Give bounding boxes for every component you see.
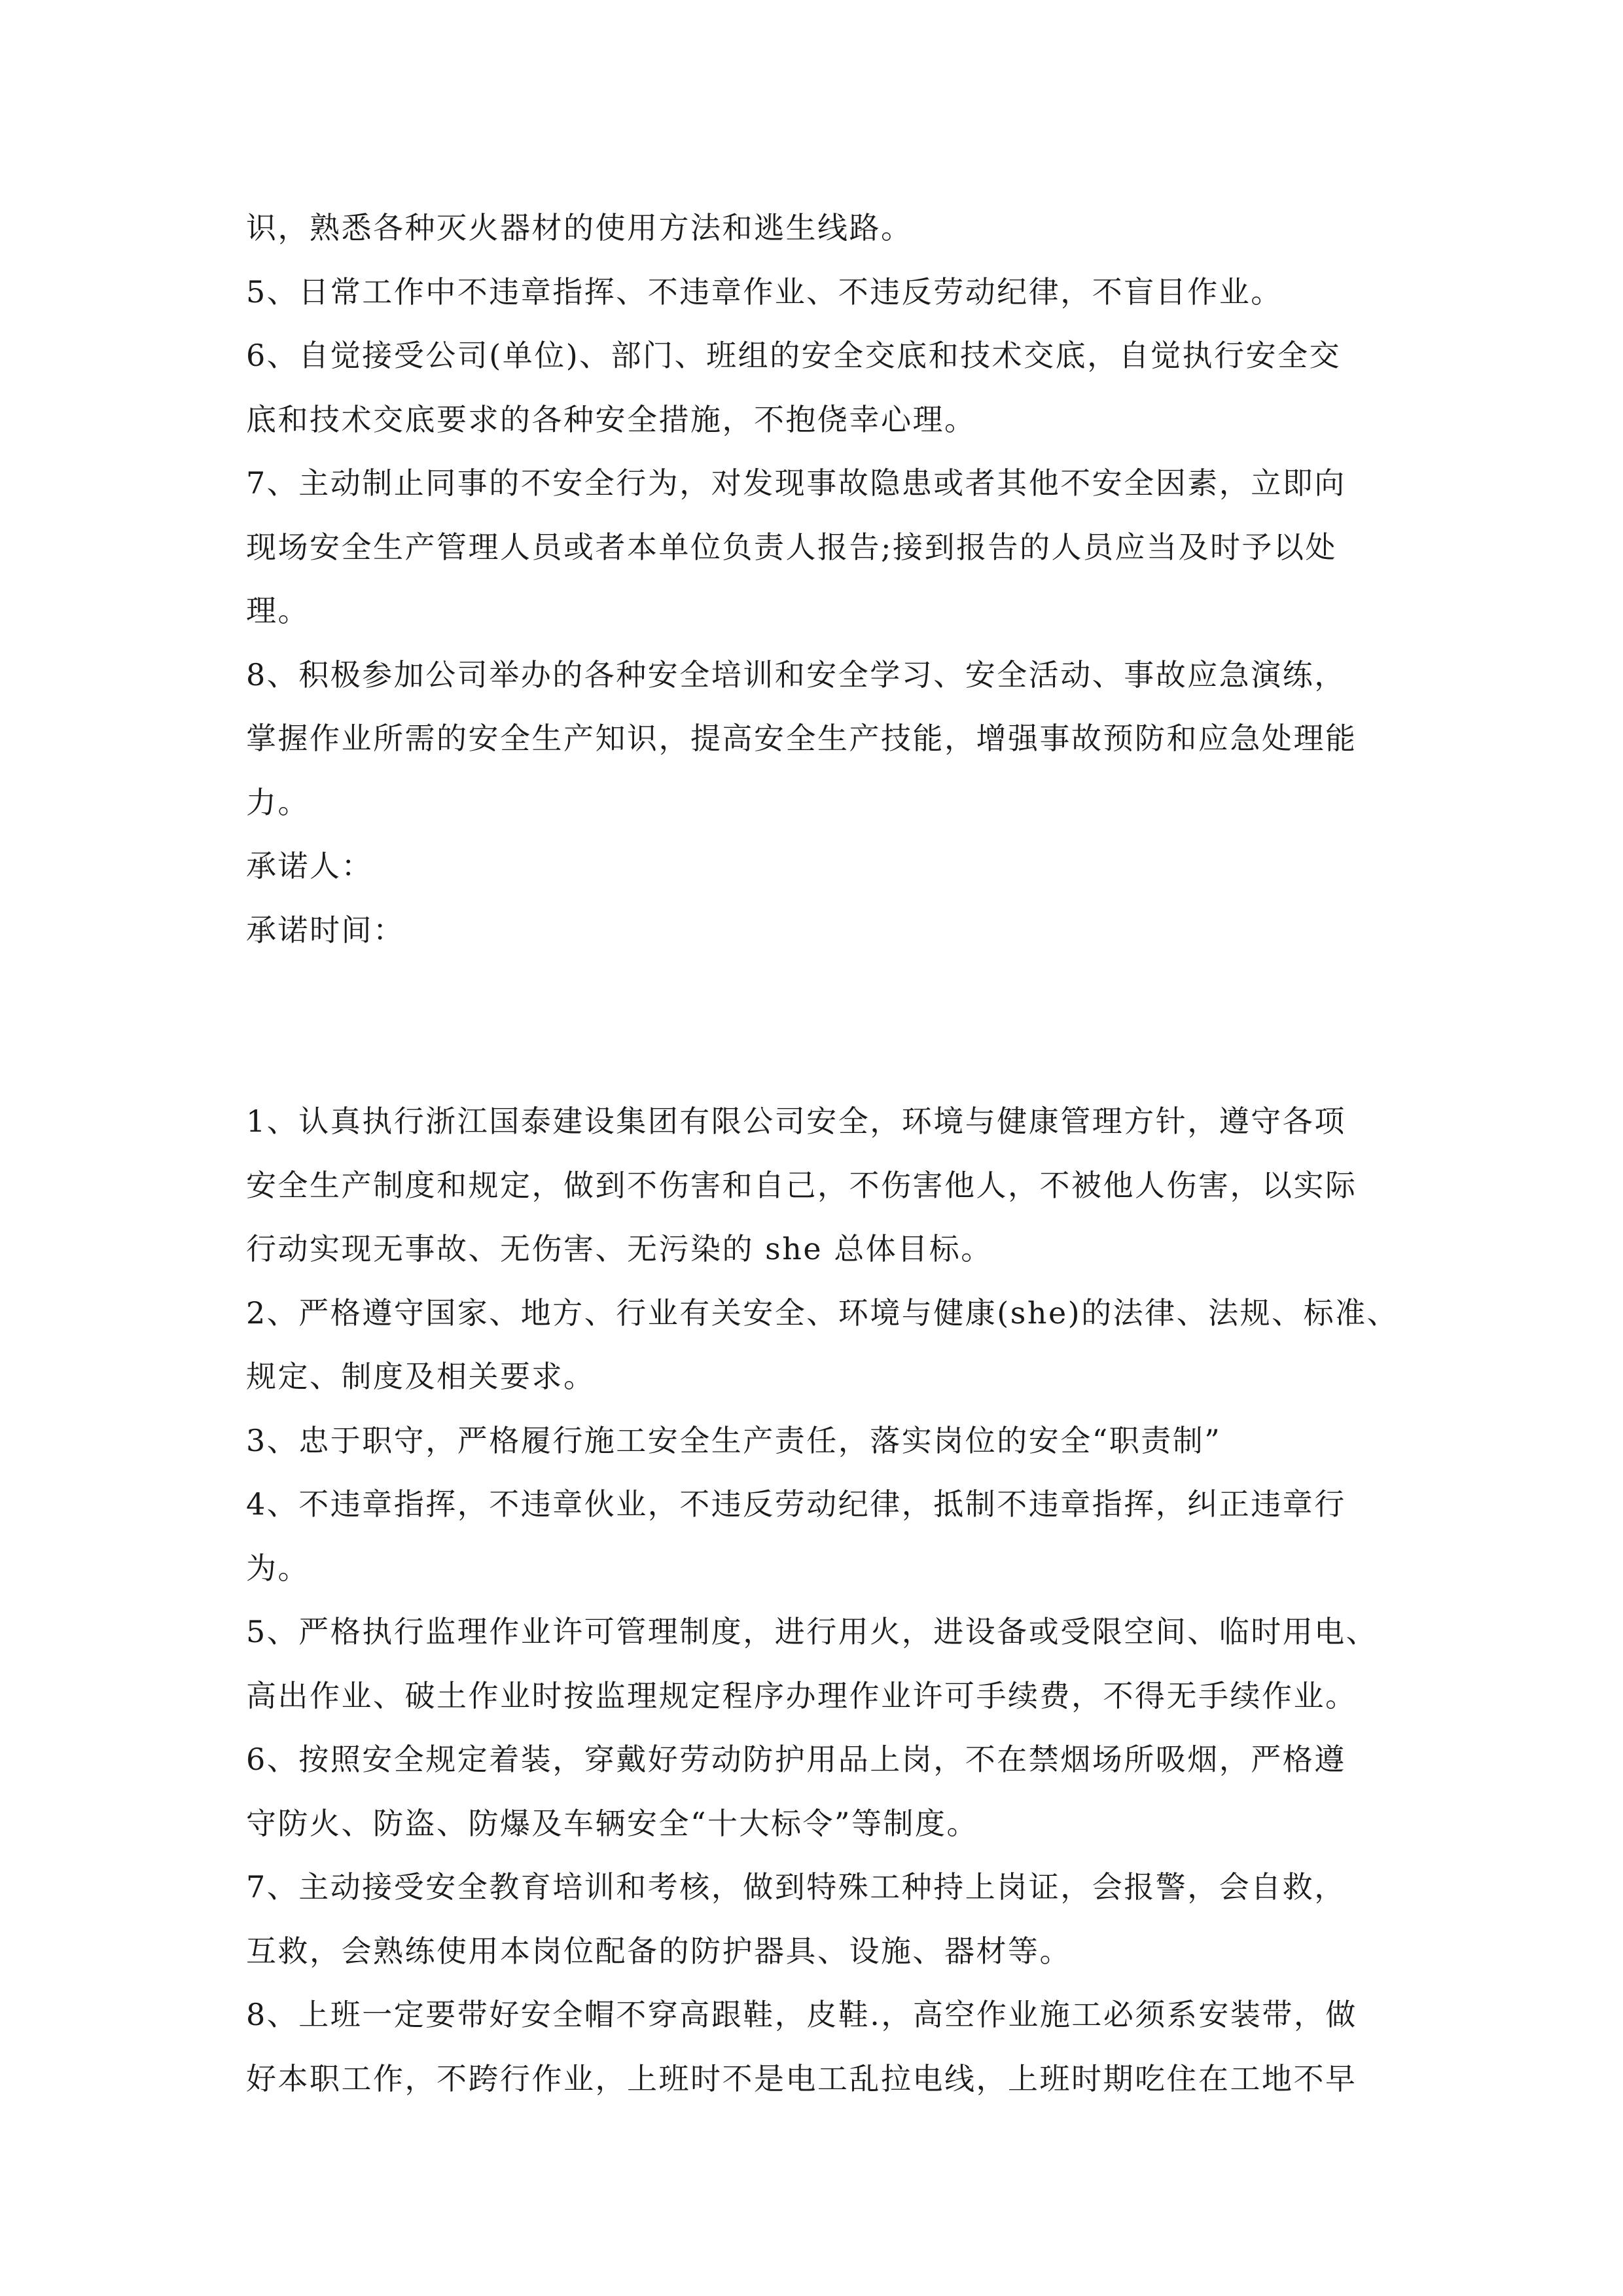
text-line: 为。	[246, 1550, 310, 1586]
text-line: 好本职工作，不跨行作业，上班时不是电工乱拉电线，上班时期吃住在工地不早	[246, 2060, 1357, 2096]
text-line: 现场安全生产管理人员或者本单位负责人报告;接到报告的人员应当及时予以处	[246, 529, 1337, 565]
text-line: 3、忠于职守，严格履行施工安全生产责任，落实岗位的安全“职责制”	[246, 1422, 1222, 1458]
text-line: 掌握作业所需的安全生产知识，提高安全生产技能，增强事故预防和应急处理能	[246, 721, 1357, 756]
commitment-section-2	[246, 1090, 1399, 2111]
text-line: 力。	[246, 784, 310, 820]
promiser-label: 承诺人：	[246, 848, 373, 884]
section-spacer	[246, 962, 1385, 1090]
text-line: 规定、制度及相关要求。	[246, 1359, 596, 1394]
text-line: 2、严格遵守国家、地方、行业有关安全、环境与健康(she)的法律、法规、标准、	[246, 1295, 1399, 1331]
text-line: 6、自觉接受公司(单位)、部门、班组的安全交底和技术交底，自觉执行安全交	[246, 338, 1342, 373]
text-line: 1、认真执行浙江国泰建设集团有限公司安全，环境与健康管理方针，遵守各项	[246, 1103, 1346, 1139]
document-body	[246, 196, 1399, 2111]
text-line: 行动实现无事故、无伤害、无污染的 she 总体目标。	[246, 1231, 993, 1266]
promise-time-label: 承诺时间：	[246, 912, 405, 948]
text-line: 理。	[246, 593, 310, 628]
text-line: 4、不违章指挥，不违章伙业，不违反劳动纪律，抵制不违章指挥，纠正违章行	[246, 1486, 1346, 1522]
text-line: 互救，会熟练使用本岗位配备的防护器具、设施、器材等。	[246, 1933, 1071, 1969]
text-line: 高出作业、破土作业时按监理规定程序办理作业许可手续费，不得无手续作业。	[246, 1677, 1357, 1713]
text-line: 守防火、防盗、防爆及车辆安全“十大标令”等制度。	[246, 1805, 979, 1841]
text-line: 底和技术交底要求的各种安全措施，不抱侥幸心理。	[246, 401, 976, 437]
text-line: 5、日常工作中不违章指挥、不违章作业、不违反劳动纪律，不盲目作业。	[246, 274, 1283, 310]
commitment-section-1	[246, 196, 1385, 962]
text-line: 8、上班一定要带好安全帽不穿高跟鞋，皮鞋.，高空作业施工必须系安装带，做	[246, 1997, 1357, 2032]
text-line: 识，熟悉各种灭火器材的使用方法和逃生线路。	[246, 210, 913, 245]
text-line: 6、按照安全规定着装，穿戴好劳动防护用品上岗，不在禁烟场所吸烟，严格遵	[246, 1742, 1346, 1777]
text-line: 8、积极参加公司举办的各种安全培训和安全学习、安全活动、事故应急演练，	[246, 656, 1346, 692]
text-line: 安全生产制度和规定，做到不伤害和自己，不伤害他人，不被他人伤害，以实际	[246, 1167, 1357, 1203]
text-line: 7、主动制止同事的不安全行为，对发现事故隐患或者其他不安全因素，立即向	[246, 465, 1346, 501]
text-line: 7、主动接受安全教育培训和考核，做到特殊工种持上岗证，会报警，会自救，	[246, 1869, 1346, 1905]
text-line: 5、严格执行监理作业许可管理制度，进行用火，进设备或受限空间、临时用电、	[246, 1614, 1378, 1649]
